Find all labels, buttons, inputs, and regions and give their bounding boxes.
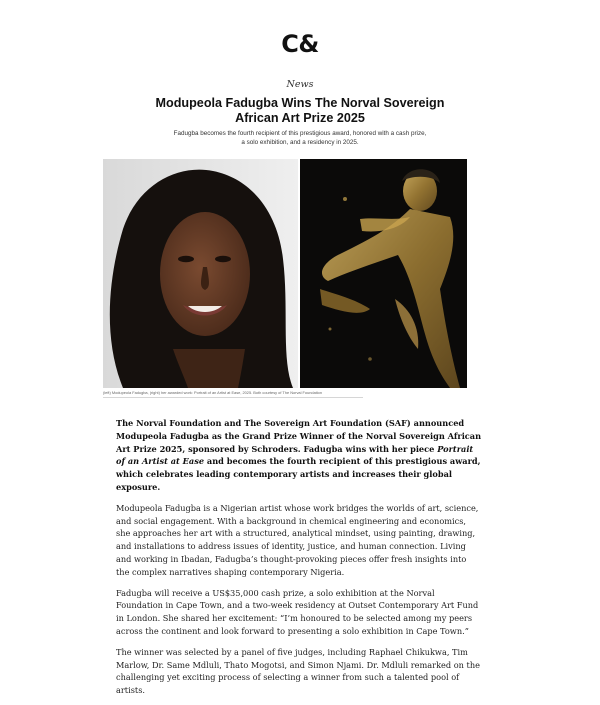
subtitle-line-1: Fadugba becomes the fourth recipient of this prestigious award, honored with a cash prize, (173, 130, 427, 137)
article-title: Modupeola Fadugba Wins The Norval Sovereign African Art Prize 2025 (155, 96, 445, 125)
image-caption: (left) Modupeola Fadugba, (right) her awarded work: Portrait of an Artist at Ease, 2025. Both courtesy of The Norval Foundation (103, 390, 322, 395)
site-logo[interactable]: C& (281, 30, 319, 58)
lead-text-end: and becomes the fourth recipient of this prestigious award, which celebrates leading contemporary artists and increases their global exposure. (116, 456, 481, 492)
article-subtitle (150, 129, 450, 147)
artist-portrait-photo (103, 159, 298, 388)
lead-text-start: The Norval Foundation and The Sovereign Art Foundation (SAF) announced Modupeola Fadugba as the Grand Prize Winner of the Norval Sovereign African Art Prize 2025, sponsored by Schroders. Fadugba wins with her piece (116, 418, 482, 454)
subtitle-line-2: a solo exhibition, and a residency in 2025. (241, 139, 359, 146)
body-paragraph-2: Fadugba will receive a US$35,000 cash prize, a solo exhibition at the Norval Foundation in Cape Town, and a two-week residency at Outset Contemporary Art Fund in London. She shared her excitement: “I’m honoured to be selected among my peers across the continent and look forward to presenting a solo exhibition in Cape Town.” (116, 587, 479, 636)
article-category[interactable]: News (286, 79, 314, 90)
article-body (116, 417, 482, 705)
artwork-title: Portrait of an Artist at Ease (116, 443, 474, 467)
body-paragraph-1: Modupeola Fadugba is a Nigerian artist whose work bridges the worlds of art, science, and social engagement. With a background in chemical engineering and economics, she approaches her art with a structured, analytical mindset, using painting, drawing, and installations to address issues of identity, justice, and human connection. Living and working in Ibadan, Fadugba’s thought-provoking pieces offer fresh insights into the complex narratives shaping contemporary Nigeria. (116, 502, 479, 577)
body-paragraph-3: The winner was selected by a panel of five judges, including Raphael Chikukwa, Tim Marlow, Dr. Same Mdluli, Thato Mogotsi, and Simon Njami. Dr. Mdluli remarked on the challenging yet exciting process of selecting a winner from such a talented pool of artists. (116, 646, 480, 696)
awarded-artwork-image (300, 159, 467, 388)
caption-divider (103, 397, 363, 398)
lead-paragraph (116, 417, 482, 494)
